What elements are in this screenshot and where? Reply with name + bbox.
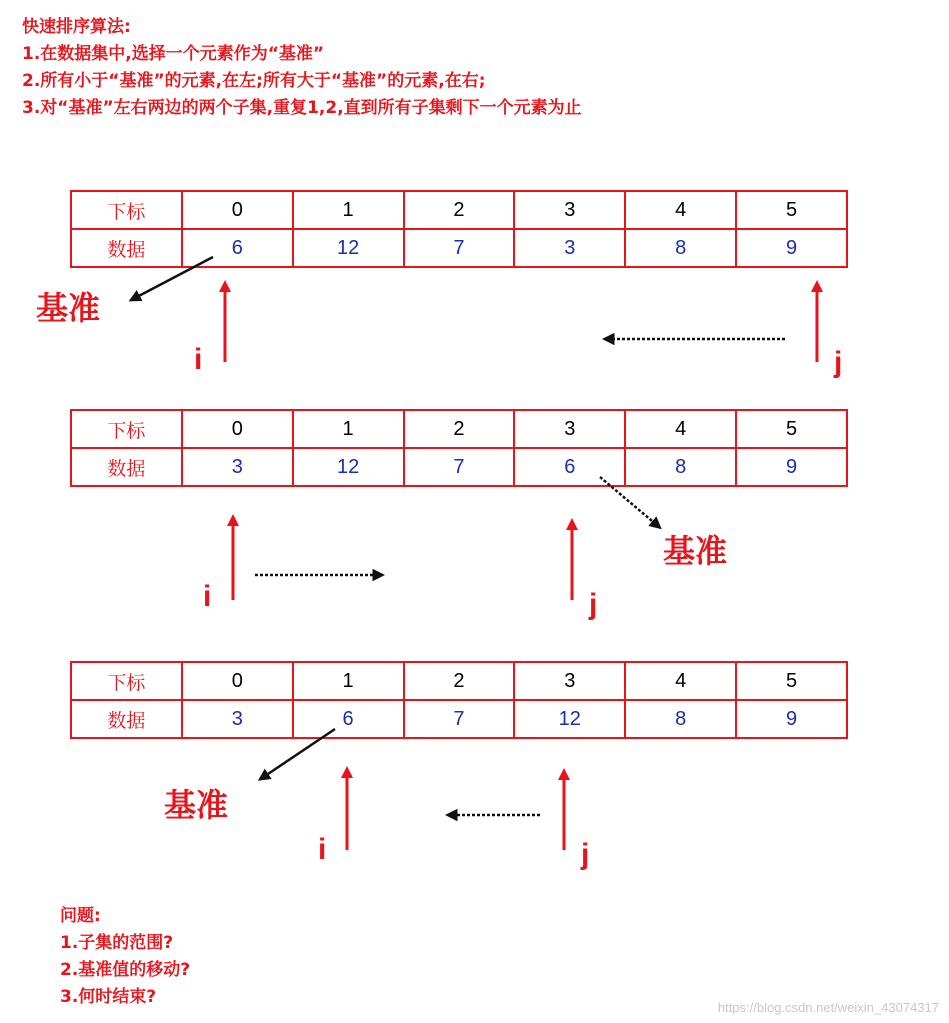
questions-title: 问题: xyxy=(60,906,101,926)
index-cell: 4 xyxy=(625,191,736,229)
value-cell: 3 xyxy=(182,700,293,738)
value-cell: 8 xyxy=(625,229,736,267)
question-2: 2.基准值的移动? xyxy=(60,960,191,980)
index-row-label: 下标 xyxy=(71,662,182,700)
j-label: j xyxy=(834,346,843,379)
value-cell: 6 xyxy=(182,229,293,267)
data-row-label: 数据 xyxy=(71,448,182,486)
value-cell: 6 xyxy=(514,448,625,486)
index-cell: 3 xyxy=(514,191,625,229)
question-1: 1.子集的范围? xyxy=(60,933,174,953)
value-cell: 3 xyxy=(514,229,625,267)
index-cell: 0 xyxy=(182,191,293,229)
value-cell: 8 xyxy=(625,448,736,486)
index-cell: 1 xyxy=(293,191,404,229)
question-3: 3.何时结束? xyxy=(60,987,157,1007)
index-cell: 3 xyxy=(514,662,625,700)
i-label: i xyxy=(194,343,203,376)
value-cell: 6 xyxy=(293,700,404,738)
value-cell: 12 xyxy=(293,229,404,267)
index-cell: 4 xyxy=(625,410,736,448)
j-label: j xyxy=(581,838,590,871)
index-cell: 3 xyxy=(514,410,625,448)
index-cell: 2 xyxy=(404,662,515,700)
index-cell: 5 xyxy=(736,662,847,700)
data-row-label: 数据 xyxy=(71,229,182,267)
value-cell: 12 xyxy=(293,448,404,486)
pivot-label: 基准 xyxy=(164,786,229,824)
value-cell: 7 xyxy=(404,700,515,738)
value-cell: 9 xyxy=(736,700,847,738)
index-cell: 1 xyxy=(293,662,404,700)
questions-text xyxy=(60,903,190,1011)
index-cell: 0 xyxy=(182,662,293,700)
index-cell: 5 xyxy=(736,191,847,229)
index-cell: 2 xyxy=(404,410,515,448)
intro-title: 快速排序算法: xyxy=(22,17,131,37)
index-cell: 1 xyxy=(293,410,404,448)
index-cell: 2 xyxy=(404,191,515,229)
value-cell: 9 xyxy=(736,229,847,267)
intro-step-1: 1.在数据集中,选择一个元素作为“基准” xyxy=(22,44,325,64)
pivot-arrow xyxy=(262,729,335,778)
value-cell: 7 xyxy=(404,448,515,486)
value-cell: 8 xyxy=(625,700,736,738)
j-label: j xyxy=(589,588,598,621)
pivot-arrow xyxy=(133,257,213,299)
pivot-label: 基准 xyxy=(36,289,101,327)
index-row-label: 下标 xyxy=(71,410,182,448)
data-row-label: 数据 xyxy=(71,700,182,738)
index-row-label: 下标 xyxy=(71,191,182,229)
index-cell: 5 xyxy=(736,410,847,448)
i-label: i xyxy=(318,833,327,866)
i-label: i xyxy=(203,580,212,613)
index-cell: 0 xyxy=(182,410,293,448)
intro-step-2: 2.所有小于“基准”的元素,在左;所有大于“基准”的元素,在右; xyxy=(22,71,486,91)
value-cell: 3 xyxy=(182,448,293,486)
pivot-label: 基准 xyxy=(663,532,728,570)
index-cell: 4 xyxy=(625,662,736,700)
intro-step-3: 3.对“基准”左右两边的两个子集,重复1,2,直到所有子集剩下一个元素为止 xyxy=(22,98,582,118)
value-cell: 12 xyxy=(514,700,625,738)
watermark: https://blog.csdn.net/weixin_43074317 xyxy=(717,1000,939,1015)
pivot-arrow xyxy=(600,477,658,526)
value-cell: 7 xyxy=(404,229,515,267)
value-cell: 9 xyxy=(736,448,847,486)
